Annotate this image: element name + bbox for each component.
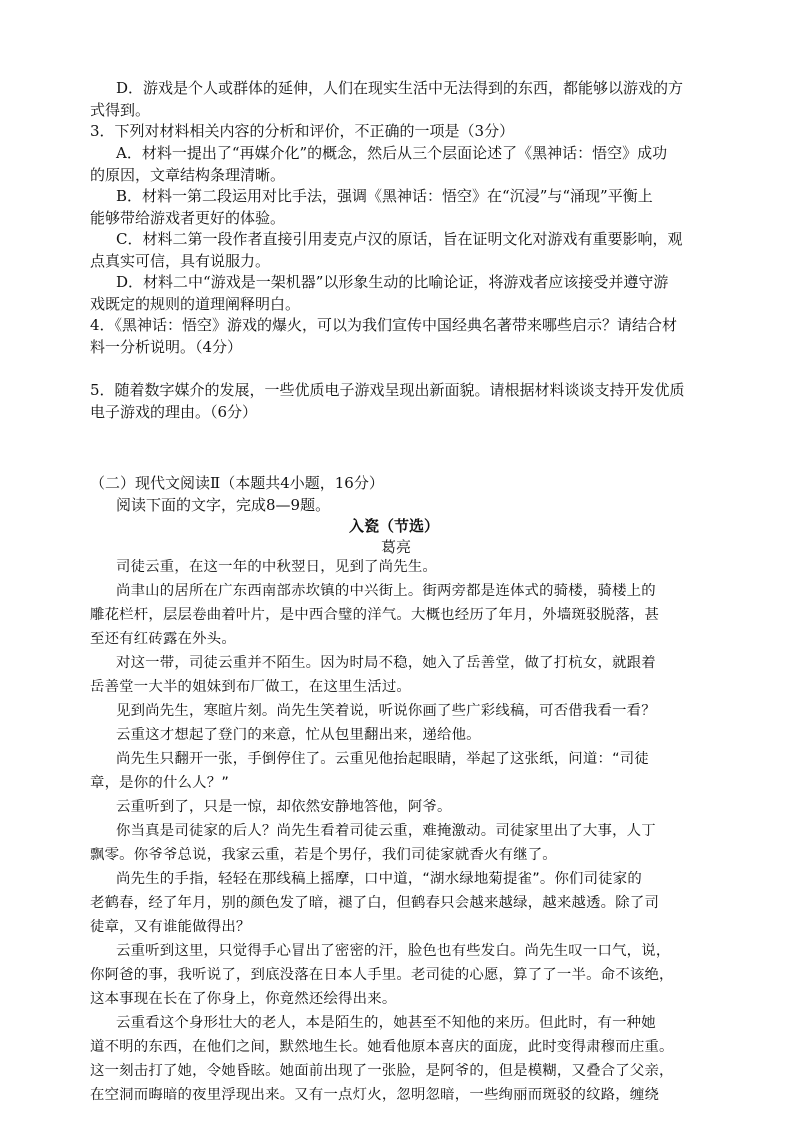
q3-option-c-line1: C．材料二第一段作者直接引用麦克卢汉的原话，旨在证明文化对游戏有重要影响，观 xyxy=(116,230,683,248)
q3-option-c-line2: 点真实可信，具有说服力。 xyxy=(90,252,271,270)
q3-option-b-line1: B．材料一第二段运用对比手法，强调《黑神话：悟空》在“沉浸”与“涌现”平衡上 xyxy=(116,187,653,205)
story-line: 这一刻击打了她，令她昏眩。她面前出现了一张脸，是阿爷的，但是模糊，又叠合了父亲， xyxy=(90,1063,674,1079)
story-line: 云重这才想起了登门的来意，忙从包里翻出来，递给他。 xyxy=(116,727,481,743)
story-line: 云重听到了，只是一惊，却依然安静地答他，阿爷。 xyxy=(116,799,452,815)
question-4-line2: 料一分析说明。（4分） xyxy=(90,338,243,356)
section-instruction: 阅读下面的文字，完成8—9题。 xyxy=(116,496,331,514)
story-line: 章，是你的什么人？” xyxy=(90,775,229,791)
story-author: 葛亮 xyxy=(381,538,412,556)
story-line: 岳善堂一大半的姐妹到布厂做工，在这里生活过。 xyxy=(90,679,411,695)
story-line: 你阿爸的事，我听说了，到底没落在日本人手里。老司徒的心愿，算了了一半。命不该绝， xyxy=(90,967,674,983)
story-line: 尚先生只翻开一张，手倒停住了。云重见他抬起眼睛，举起了这张纸，问道：“司徒 xyxy=(116,751,649,767)
story-line: 对这一带，司徒云重并不陌生。因为时局不稳，她入了岳善堂，做了打杭女，就跟着 xyxy=(116,655,656,671)
story-line: 在空洞而晦暗的夜里浮现出来。又有一点灯火，忽明忽暗，一些绚丽而斑驳的纹路，缠绕 xyxy=(90,1087,660,1103)
story-line: 尚先生的手指，轻轻在那线稿上摇摩，口中道，“湖水绿地菊提雀”。你们司徒家的 xyxy=(116,871,642,887)
story-line: 云重看这个身形壮大的老人，本是陌生的，她甚至不知他的来历。但此时，有一种她 xyxy=(116,1015,656,1031)
q2-option-d-line2: 式得到。 xyxy=(90,101,151,119)
story-line: 至还有红砖露在外头。 xyxy=(90,631,236,647)
section-heading: （二）现代文阅读Ⅱ（本题共4小题，16分） xyxy=(90,474,384,492)
story-line: 老鹤春，经了年月，别的颜色发了暗，褪了白，但鹤春只会越来越绿，越来越透。除了司 xyxy=(90,895,660,911)
story-line: 司徒云重，在这一年的中秋翌日，见到了尚先生。 xyxy=(116,559,437,575)
q3-option-d-line1: D．材料二中“游戏是一架机器”以形象生动的比喻论证，将游戏者应该接受并遵守游 xyxy=(116,273,669,291)
story-line: 飘零。你爷爷总说，我家云重，若是个男仔，我们司徒家就香火有继了。 xyxy=(90,847,557,863)
q3-option-b-line2: 能够带给游戏者更好的体验。 xyxy=(90,209,286,227)
story-line: 尚聿山的居所在广东西南部赤坎镇的中兴街上。街两旁都是连体式的骑楼，骑楼上的 xyxy=(116,583,656,599)
question-4-line1: 4．《黑神话：悟空》游戏的爆火，可以为我们宣传中国经典名著带来哪些启示？请结合材 xyxy=(90,316,678,334)
story-line: 雕花栏杆，层层卷曲着叶片，是中西合璧的洋气。大概也经历了年月，外墙斑驳脱落，甚 xyxy=(90,607,660,623)
story-title: 入瓷（节选） xyxy=(349,517,440,535)
q3-option-a-line1: A．材料一提出了“再媒介化”的概念，然后从三个层面论述了《黑神话：悟空》成功 xyxy=(116,144,668,162)
question-5-line1: 5．随着数字媒介的发展，一些优质电子游戏呈现出新面貌。请根据材料谈谈支持开发优质 xyxy=(90,381,685,399)
story-line: 云重听到这里，只觉得手心冒出了密密的汗，脸色也有些发白。尚先生叹一口气，说， xyxy=(116,943,671,959)
q3-option-d-line2: 戏既定的规则的道理阐释明白。 xyxy=(90,295,301,313)
story-line: 你当真是司徒家的后人？尚先生看着司徒云重，难掩激动。司徒家里出了大事，人丁 xyxy=(116,823,656,839)
q2-option-d-line1: D．游戏是个人或群体的延伸，人们在现实生活中无法得到的东西，都能够以游戏的方 xyxy=(116,79,684,97)
q3-option-a-line2: 的原因，文章结构条理清晰。 xyxy=(90,166,286,184)
question-3-stem: 3．下列对材料相关内容的分析和评价，不正确的一项是（3分） xyxy=(90,122,515,140)
story-line: 这本事现在长在了你身上，你竟然还绘得出来。 xyxy=(90,991,397,1007)
story-line: 道不明的东西，在他们之间，默然地生长。她看他原本喜庆的面庞，此时变得肃穆而庄重。 xyxy=(90,1039,674,1055)
question-5-line2: 电子游戏的理由。（6分） xyxy=(90,403,258,421)
story-line: 见到尚先生，寒暄片刻。尚先生笑着说，听说你画了些广彩线稿，可否借我看一看？ xyxy=(116,703,656,719)
story-line: 徒章，又有谁能做得出？ xyxy=(90,919,251,935)
